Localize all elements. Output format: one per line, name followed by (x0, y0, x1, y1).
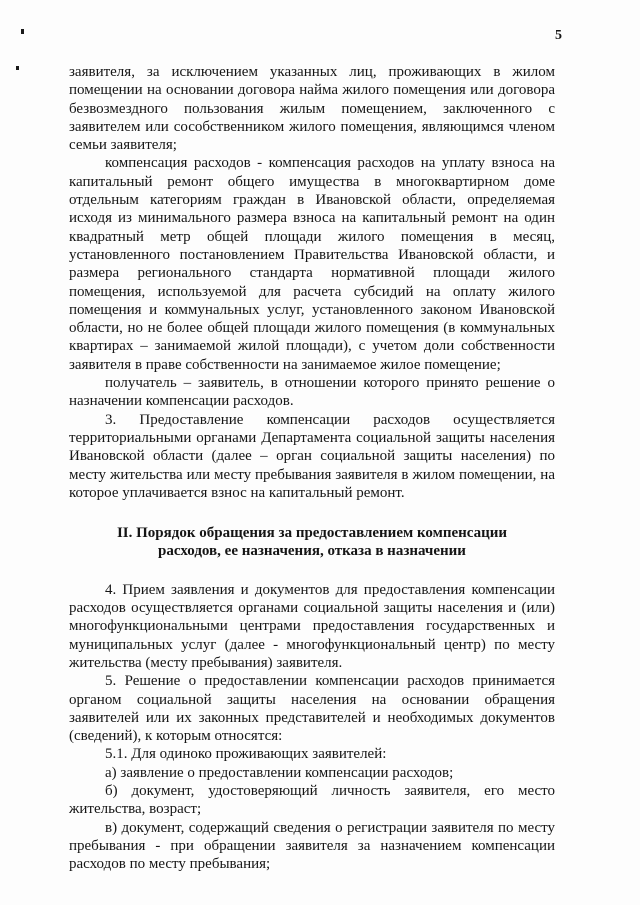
scan-speck (16, 66, 19, 70)
paragraph: в) документ, содержащий сведения о регистрации заявителя по месту пребывания - при обращении заявителя за назначением компенсации расходов по месту пребывания; (69, 819, 555, 873)
paragraph: компенсация расходов - компенсация расходов на уплату взноса на капитальный ремонт общего имущества в многоквартирном доме отдельным категориям граждан в Ивановской области, определяемая исходя из минимального размера взноса на капитальный ремонт на один квадратный метр общей площади жилого помещения в месяц, установленного постановлением Правительства Ивановской области, и размера регионального стандарта нормативной площади жилого помещения, используемой для расчета субсидий на оплату жилого помещения и коммунальных услуг, установленного законом Ивановской области, но не более общей площади жилого помещения (в коммунальных квартирах – занимаемой жилой площади), с учетом доли собственности заявителя в праве собственности на занимаемое жилое помещение; (69, 155, 555, 373)
scan-speck (21, 29, 24, 34)
paragraph: 4. Прием заявления и документов для предоставления компенсации расходов осуществляется органами социальной защиты населения и (или) многофункциональными центрами предоставления государственных и муниципальных услуг (далее - многофункциональный центр) по месту жительства (месту пребывания) заявителя. (69, 581, 555, 671)
paragraph: 5.1. Для одиноко проживающих заявителей: (105, 746, 387, 763)
paragraph: 5. Решение о предоставлении компенсации расходов принимается органом социальной защиты населения на основании обращения заявителей или их законных представителей и необходимых документов (сведений), к которым относятся: (69, 673, 555, 745)
paragraph: заявителя, за исключением указанных лиц, проживающих в жилом помещении на основании договора найма жилого помещения или договора безвозмездного пользования жилым помещением, заключенного с заявителем или сособственником жилого помещения, являющимся членом семьи заявителя; (69, 64, 555, 154)
paragraph: 3. Предоставление компенсации расходов осуществляется территориальными органами Департамента социальной защиты населения Ивановской области (далее – орган социальной защиты населения) по месту жительства или месту пребывания заявителя в жилом помещении, на которое уплачивается взнос на капитальный ремонт. (69, 411, 555, 501)
section-heading: II. Порядок обращения за предоставлением компенсации расходов, ее назначения, отказа в назначении (116, 525, 508, 560)
page-number: 5 (555, 28, 562, 43)
paragraph: а) заявление о предоставлении компенсации расходов; (105, 764, 454, 781)
paragraph: б) документ, удостоверяющий личность заявителя, его место жительства, возраст; (69, 782, 555, 818)
paragraph: получатель – заявитель, в отношении которого принято решение о назначении компенсации расходов. (69, 375, 555, 410)
document-body (69, 63, 555, 873)
